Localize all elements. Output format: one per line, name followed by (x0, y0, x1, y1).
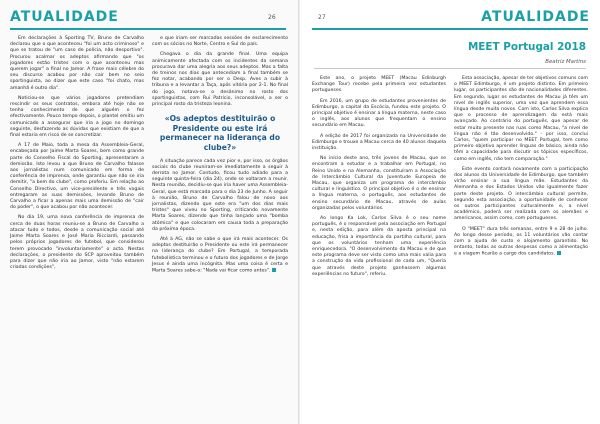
paragraph: A situação parece cada vez pior e, por isso, os órgãos sociais do clube reuniram-se imediatamente a seguir à derrota no Jamor. Contudo, ficou tudo adiado para a seguinte quinta-feira (dia 24), onde se voltaram a reunir. Nesta reunião, decidiu-se que iria haver uma Assembleia-Geral, que está marcada para o dia 23 de Junho. A seguir à reunião, Bruno de Carvalho falou de novo aos jornalistas, dizendo que este era "um dos dias mais tristes" que viveu no Sporting, criticando novamente Marta Soares, dizendo que tinha lançado uma "bomba atómica" e que colocaram em causa toda a preparação da próxima época. (152, 158, 288, 232)
paragraph: A edição de 2017 foi organizada na Universidade de Edimburgo e trouxe a Macau cerca de 40 alunos daquela instituição. (312, 133, 446, 152)
paragraph-text: O "MEET" dura três semanas, entre 9 e 28 de julho. Ao longo desse período, os 11 voluntários vão contar com a ajuda de custo e alojamento garantido. No entanto, todas as outras despesas como a alimentação e a viagem ficarão a cargo dos candidatos. (454, 226, 588, 257)
paragraph: No início deste ano, três jovens de Macau, que se encontram a estudar e a trabalhar em Portugal, no Reino Unido e na Alemanha, constituíram a Associação de Intercâmbio Cultural da Juventude Europeia de Macau, que organiza um programa de intercâmbio cultural e linguístico. O principal objetivo é o de ensinar a língua materna, o português, aos estudantes de ensino secundário de Macau, através de aulas organizadas pelos voluntários. (312, 156, 446, 211)
paragraph: Noticiou-se que vários jogadores pretendiam rescindir os seus contratos, embora até hoje não se tenha conhecimento de que alguém o fez efectivamente. Pouco tempo depois, o plantel emitiu um comunicado a assegurar que iria a jogo no domingo seguinte, desfazendo as dúvidas que existiam de que a final estaria em risco de se concretizar. (10, 95, 144, 139)
paragraph: e que iriam ser marcadas sessões de esclarecimento com os sócios no Norte, Centro e Sul do país. (152, 36, 288, 48)
paragraph: Em declarações à Sporting TV, Bruno de Carvalho declarou que o que aconteceu "foi um acto criminoso" e que se tratou de "um caso de polícia, não desportivo". Procurou acalmar os adeptos afirmando que "os jogadores estão tristes com o que aconteceu mas querem jogar" a final no Jamor. A frase mais célebre do seu discurso acabou por não cair bem no seio sportinguista, ao dizer que este caso "foi chato, mas amanhã é outro dia". (10, 36, 144, 91)
article-column-2 (454, 76, 588, 262)
page-number: 26 (268, 14, 276, 21)
end-mark-icon (272, 268, 276, 272)
paragraph: No dia 19, uma nova conferência de imprensa de cerca de duas horas reuniu-se a Bruno de Carvalho a atacar tudo e todos, desde a comunicação social até Jaime Marta Soares e José Maria Ricciardi, passando pelos próprios jogadores de futebol, que considerou terem provocado "involuntariamente" o acto. Nestas declarações, o presidente do SCP aproveitou também para dizer que não iria ao Jamor, visto "não estarem criadas condições", (10, 215, 144, 271)
paragraph (454, 227, 588, 259)
header-rule (312, 28, 588, 30)
paragraph (152, 237, 288, 275)
paragraph: Este evento contará novamente com a participação dos alunos da Universidade de Edimburgo, que também virão ensinar a sua língua mãe. Estudantes da Alemanha e dos Estados Unidos vão igualmente fazer parte deste projeto. O intercâmbio cultural permite, segundo esta associação, a oportunidade de conhecer os outros participantes culturalmente e, a nível académico, poderá ser realizada com os alemães e americanos, assim como, com portugueses. (454, 166, 588, 222)
pull-quote: «Os adeptos destituirão o Presidente ou este irá permanecer na liderança do clube?» (159, 114, 281, 153)
paragraph: Este ano, o projeto MEET (Macau Edinburgh Exchange Tour) recebe pela primeira vez estudantes portugueses. (312, 76, 446, 94)
page-number: 27 (318, 14, 326, 21)
paragraph: Chegava o dia da grande final. Uma equipa anímicamente afectada com os incidentes da semana procurava dar uma alegria aos seus adeptos. Mas a falta de treinos nos dias que antecediam a final também se fez notar, acabando por ser o Desp. Aves a subir à tribuna e a levantar a Taça, após vitória por 2-1. No final do jogo, notava-se o desânimo no rosto dos sportinguistas, com Rui Patrício, inconsolável, a ser o principal rosto da tristeza leonina. (152, 52, 288, 108)
paragraph: Ao longo Ka Lok, Carlos Silva é o seu nome português, é o responsável pela associação em Portugal e, nesta edição, para além da aposta principal na educação, frisa a importância da partilha cultural, para que os voluntários tenham uma experiência enriquecedora. "O desenvolvimento da Macau e de que este programa deve ser visto como uma mais valia para a construção da vida profissional de cada um, "Queria que através deste projeto ganhassem algumas experiências no futuro", referiu. (312, 216, 446, 277)
article-column-2 (152, 36, 288, 279)
article-author: Beatriz Martins (314, 59, 586, 69)
article-column-1 (312, 76, 446, 282)
paragraph-text: Até à AG, não se sabe o que irá mais acontecer. Os adeptos destituirão o Presidente ou este irá permanecer na liderança do clube? Em Portugal, a temporada futebolística terminou e o futuro dos jogadores e de Jorge Jesus é ainda uma incógnita. Mas uma coisa é certa e Marta Soares sabe-o: "Nada vai ficar como antes". (152, 237, 288, 274)
section-title: ATUALIDADE (481, 9, 590, 25)
right-page (300, 0, 600, 424)
end-mark-icon (557, 251, 561, 255)
article-column-1 (10, 36, 144, 275)
paragraph: A 17 de Maio, toda a mesa da Assembleia-Geral, encabeçada por Jaime Marta Soares, bem como grande parte do Conselho Fiscal do Sporting, apresentaram a demissão. Isto levou a que Bruno de Carvalho falasse aos jornalistas num comunicado em forma de conferência de imprensa, onde garantiu que não se iria demitir, "a bem do clube", como proferiu. Em relação ao Conselho Directivo, um vice-presidente e três vogais entregaram as suas demissões, levando Bruno de Carvalho a ficar a apenas mais uma demissão de "cair do poder", o que acabou por não acontecer. (10, 143, 144, 211)
header-rule (10, 28, 286, 30)
article-title: MEET Portugal 2018 (467, 41, 586, 53)
paragraph: Em 2016, um grupo de estudantes provenientes de Edimburgo, a capital da Escócia, fundou este projeto. O principal objetivo é ensinar a língua materna, neste caso o inglês, aos alunos que frequentam o ensino secundário em Macau. (312, 98, 446, 129)
paragraph: Esta associação, apesar de ter objetivos comuns com o MEET Edimburgo, é um projeto distinto. Em primeiro lugar, os participantes são de nacionalidades diferentes. Em segundo, lugar os estudantes de Macau já têm um nível de inglês superior, uma vez que aprendem essa língua desde muito novos. Com isto, Carlos Silva explica que o processo de aprendizagem da está mais avançado. Ao contrário do português, que apesar de estar muito presente nas ruas como Macau, "a nível de língua não é tão desenvolvido." - por isso, conclui Carlos, "quem participar no MEET Portugal, tem como primeiro objetivo aprender línguas de básico, ainda não têm a capacidade para discutir os tópicos específicos, como em inglês, não tem comparação." (454, 76, 588, 162)
section-title: ATUALIDADE (10, 9, 119, 25)
